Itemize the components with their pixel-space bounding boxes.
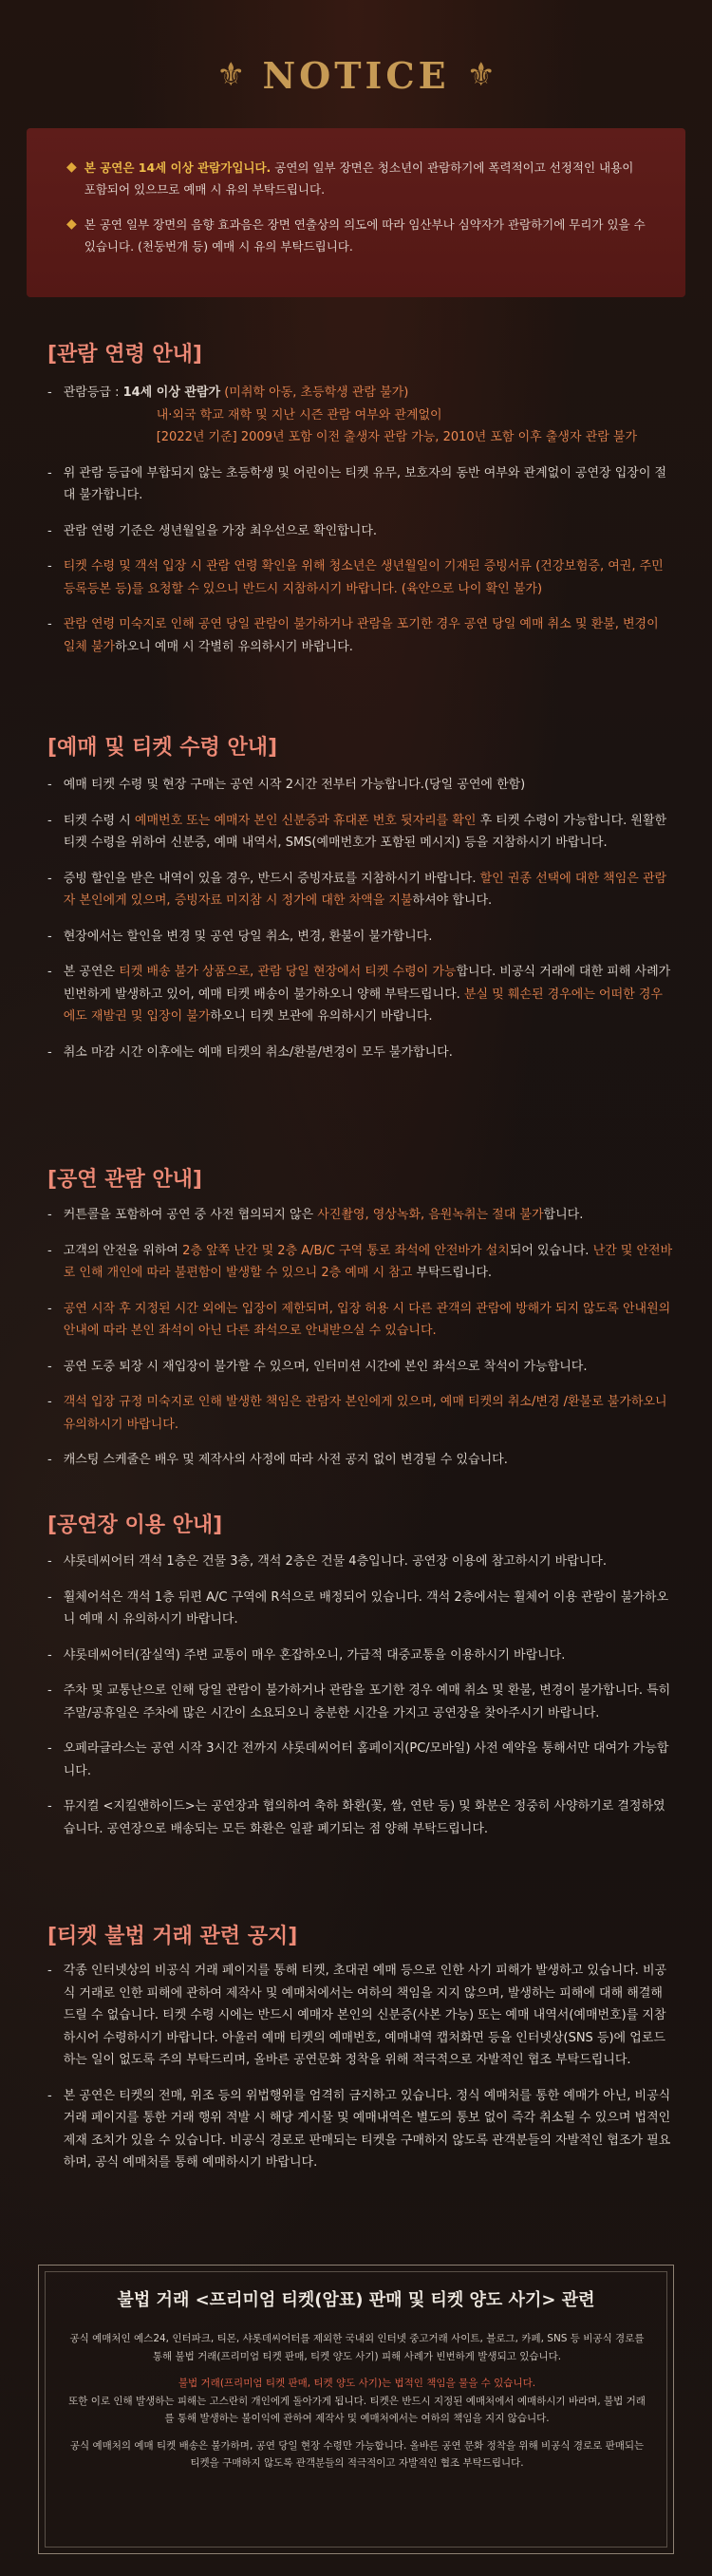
list-item: - 샤롯데씨어터 객석 1층은 건물 3층, 객석 2층은 건물 4층입니다. 공연장 이용에 참고하시기 바랍니다. [47, 1554, 607, 1569]
list-item: - 뮤지컬 <지킬앤하이드>는 공연장과 협의하여 축하 화환(꽃, 쌀, 연탄 등) 및 화분은 정중히 사양하기로 결정하였습니다. 공연장으로 배송되는 모든 화환은 일괄 폐기되는 점 양해 부탁드립니다. [47, 1799, 665, 1836]
list-item: - 관람 연령 기준은 생년월일을 가장 최우선으로 확인합니다. [47, 523, 378, 538]
list-item: - 취소 마감 시간 이후에는 예매 티켓의 취소/환불/변경이 모두 불가합니다. [47, 1044, 453, 1060]
list-item: - 관람 연령 미숙지로 인해 공연 당일 관람이 불가하거나 관람을 포기한 경우 공연 당일 예매 취소 및 환불, 변경이 일체 불가하오니 예매 시 각별히 유의하시기 바랍니다. [47, 617, 659, 654]
frame-paragraph: 공식 예매처의 예매 티켓 배송은 불가하며, 공연 당일 현장 수령만 가능합니다. 올바른 공연 문화 정착을 위해 비공식 경로로 판매되는 티켓을 구매하지 않도록 관객분들의 적극적이고 자발적인 협조 부탁드립니다. [69, 2439, 645, 2469]
section-title-illegal: [티켓 불법 거래 관련 공지] [47, 1925, 298, 1948]
list-item: - 위 관람 등급에 부합되지 않는 초등학생 및 어린이는 티켓 유무, 보호자의 동반 여부와 관계없이 공연장 입장이 절대 불가합니다. [47, 465, 667, 502]
list-item: - 각종 인터넷상의 비공식 거래 페이지를 통해 티켓, 초대권 예매 등으로 인한 사기 피해가 발생하고 있습니다. 비공식 거래로 인한 피해에 관하여 제작사 및 예매처에서는 여하의 책임을 지지 않으며, 발생하는 피해에 대해 해결해드릴 수 없습니다. 티켓 수령 시에는 반드시 예매자 본인의 신분증(사본 가능) 또는 예매 내역서(예매번호)를 지참하시어 수령하시기 바랍니다. 아울러 예매 티켓의 예매번호, 예매내역 캡처화면 등을 인터넷상(SNS 등)에 업로드하는 일이 없도록 주의 부탁드리며, 올바른 공연문화 정착을 위해 적극적으로 자발적인 협조 부탁드립니다. [47, 1964, 667, 2067]
fleur-ornament-right-icon: ⚜ [466, 56, 497, 94]
age-sub1: 내·외국 학교 재학 및 지난 시즌 관람 여부와 관계없이 [156, 407, 442, 423]
section-title-ticket: [예매 및 티켓 수령 안내] [47, 736, 278, 760]
list-item: - 본 공연은 티켓 배송 불가 상품으로, 관람 당일 현장에서 티켓 수령이 가능합니다. 비공식 거래에 대한 피해 사례가 빈번하게 발생하고 있어, 예매 티켓 배송이 불가하오니 양해 부탁드립니다. 분실 및 훼손된 경우에는 어떠한 경우에도 재발권 및 입장이 불가하오니 티켓 보관에 유의하시기 바랍니다. [47, 965, 671, 1024]
frame-paragraph: 공식 예매처인 예스24, 인터파크, 티몬, 샤롯데씨어터를 제외한 국내외 인터넷 중고거래 사이트, 블로그, 카페, SNS 등 비공식 경로를 통해 불법 거래(프리미엄 티켓 판매, 티켓 양도 사기) 피해 사례가 빈번하게 발생되고 있습니다. [69, 2333, 645, 2362]
section-title-show: [공연 관람 안내] [47, 1168, 202, 1192]
list-item: - 객석 입장 규정 미숙지로 인해 발생한 책임은 관람자 본인에게 있으며, 예매 티켓의 취소/변경 /환불로 불가하오니 유의하시기 바랍니다. [47, 1395, 667, 1432]
page-title: NOTICE [262, 53, 450, 97]
age-list [47, 382, 674, 671]
ticket-list [47, 774, 674, 1077]
notice-text: 본 공연 일부 장면의 음향 효과음은 장면 연출상의 의도에 따라 임산부나 심약자가 관람하기에 무리가 있을 수 있습니다. (천둥번개 등) 예매 시 유의 부탁드립니다. [84, 217, 646, 254]
diamond-icon: ◆ [66, 160, 77, 175]
age-strong: 14세 이상 관람가 [122, 385, 221, 400]
list-item: - 공연 시작 후 지정된 시간 외에는 입장이 제한되며, 입장 허용 시 다른 관객의 관람에 방해가 되지 않도록 안내원의 안내에 따라 본인 좌석이 아닌 다른 좌석으로 안내받으실 수 있습니다. [47, 1301, 671, 1338]
section-title-venue: [공연장 이용 안내] [47, 1514, 223, 1537]
frame-paragraph: 불법 거래(프리미엄 티켓 판매, 티켓 양도 사기)는 법적인 책임을 물을 수 있습니다. 또한 이로 인해 발생하는 피해는 고스란히 개인에게 돌아가게 됩니다. 티켓은 반드시 지정된 예매처에서 예매하시기 바라며, 불법 거래를 통해 발생하는 불이익에 관하여 제작사 및 예매처에서는 여하의 책임을 지지 않습니다. [68, 2378, 646, 2424]
section-title-age: [관람 연령 안내] [47, 343, 202, 367]
notice-item [66, 214, 646, 257]
list-item: - 캐스팅 스케줄은 배우 및 제작사의 사정에 따라 사전 공지 없이 변경될 수 있습니다. [47, 1453, 508, 1467]
list-item: - 오페라글라스는 공연 시작 3시간 전까지 샤롯데씨어터 홈페이지(PC/모바일) 사전 예약을 통해서만 대여가 가능합니다. [47, 1741, 669, 1778]
fleur-ornament-left-icon: ⚜ [215, 56, 246, 94]
illegal-list [47, 1960, 674, 2188]
list-item: - 샤롯데씨어터(잠실역) 주변 교통이 매우 혼잡하오니, 가급적 대중교통을 이용하시기 바랍니다. [47, 1647, 566, 1663]
frame-title: 불법 거래 <프리미엄 티켓(암표) 판매 및 티켓 양도 사기> 관련 [117, 2290, 595, 2310]
list-item: - 본 공연은 티켓의 전매, 위조 등의 위법행위를 엄격히 금지하고 있습니다. 정식 예매처를 통한 예매가 아닌, 비공식 거래 페이지를 통한 거래 행위 적발 시 해당 게시물 및 예매내역은 별도의 통보 없이 즉각 취소될 수 있으며 법적인 제재 조치가 있을 수 있습니다. 비공식 경로로 판매되는 티켓을 구매하지 않도록 관객분들의 자발적인 협조가 필요하며, 공식 예매처를 통해 예매하시기 바랍니다. [47, 2088, 671, 2170]
list-item: - 커튼콜을 포함하여 공연 중 사전 협의되지 않은 사진촬영, 영상녹화, 음원녹취는 절대 불가합니다. [47, 1208, 584, 1222]
list-item: - 증빙 할인을 받은 내역이 있을 경우, 반드시 증빙자료를 지참하시기 바랍니다. 할인 권종 선택에 대한 책임은 관람자 본인에게 있으며, 증빙자료 미지참 시 정가에 대한 차액을 지불하셔야 합니다. [47, 871, 667, 908]
list-item: - 예매 티켓 수령 및 현장 구매는 공연 시작 2시간 전부터 가능합니다.(당일 공연에 한함) [47, 778, 526, 792]
list-item: - 티켓 수령 및 객석 입장 시 관람 연령 확인을 위해 청소년은 생년월일이 기재된 증빙서류 (건강보험증, 여권, 주민등록등본 등)를 요청할 수 있으니 반드시 지참하시기 바랍니다. (육안으로 나이 확인 불가) [47, 559, 664, 596]
page-header [0, 42, 712, 108]
show-list [47, 1204, 674, 1485]
venue-list [47, 1551, 674, 1853]
illegal-trade-notice-frame [38, 2265, 674, 2554]
age-rest: (미취학 아동, 초등학생 관람 불가) [220, 385, 409, 400]
list-item: - 고객의 안전을 위하여 2층 앞쪽 난간 및 2층 A/B/C 구역 통로 좌석에 안전바가 설치되어 있습니다. 난간 및 안전바로 인해 개인에 따라 불편함이 발생할 수 있으니 2층 예매 시 참고 부탁드립니다. [47, 1243, 673, 1280]
frame-body [67, 2330, 646, 2482]
age-sub2: [2022년 기준] 2009년 포함 이전 출생자 관람 가능, 2010년 포함 이후 출생자 관람 불가 [156, 430, 638, 444]
diamond-icon: ◆ [66, 216, 77, 232]
list-item: - 관람등급 : 14세 이상 관람가 (미취학 아동, 초등학생 관람 불가) 내·외국 학교 재학 및 지난 시즌 관람 여부와 관계없이 [2022년 기준] 2009년 포함 이전 출생자 관람 가능, 2010년 포함 이후 출생자 관람 불가 [47, 382, 674, 449]
age-label: 관람등급 : [63, 385, 123, 400]
notice-item [66, 157, 646, 200]
list-item: - 공연 도중 퇴장 시 재입장이 불가할 수 있으며, 인터미션 시간에 본인 좌석으로 착석이 가능합니다. [47, 1359, 588, 1374]
notice-strong: 본 공연은 14세 이상 관람가입니다. [84, 160, 272, 175]
list-item: - 주차 및 교통난으로 인해 당일 관람이 불가하거나 관람을 포기한 경우 예매 취소 및 환불, 변경이 불가합니다. 특히 주말/공휴일은 주차에 많은 시간이 소요되오니 충분한 시간을 가지고 공연장을 찾아주시기 바랍니다. [47, 1683, 671, 1720]
list-item: - 티켓 수령 시 예매번호 또는 예매자 본인 신분증과 휴대폰 번호 뒷자리를 확인 후 티켓 수령이 가능합니다. 원활한 티켓 수령을 위하여 신분증, 예매 내역서, SMS(예매번호가 포함된 메시지) 등을 지참하시기 바랍니다. [47, 813, 667, 850]
list-item: - 휠체어석은 객석 1층 뒤편 A/C 구역에 R석으로 배정되어 있습니다. 객석 2층에서는 휠체어 이용 관람이 불가하오니 예매 시 유의하시기 바랍니다. [47, 1589, 669, 1626]
notice-text: 공연의 일부 장면은 청소년이 관람하기에 폭력적이고 선정적인 내용이 포함되어 있으므로 예매 시 유의 부탁드립니다. [84, 160, 634, 197]
notice-box [27, 128, 685, 297]
list-item: - 현장에서는 할인을 변경 및 공연 당일 취소, 변경, 환불이 불가합니다. [47, 929, 433, 944]
